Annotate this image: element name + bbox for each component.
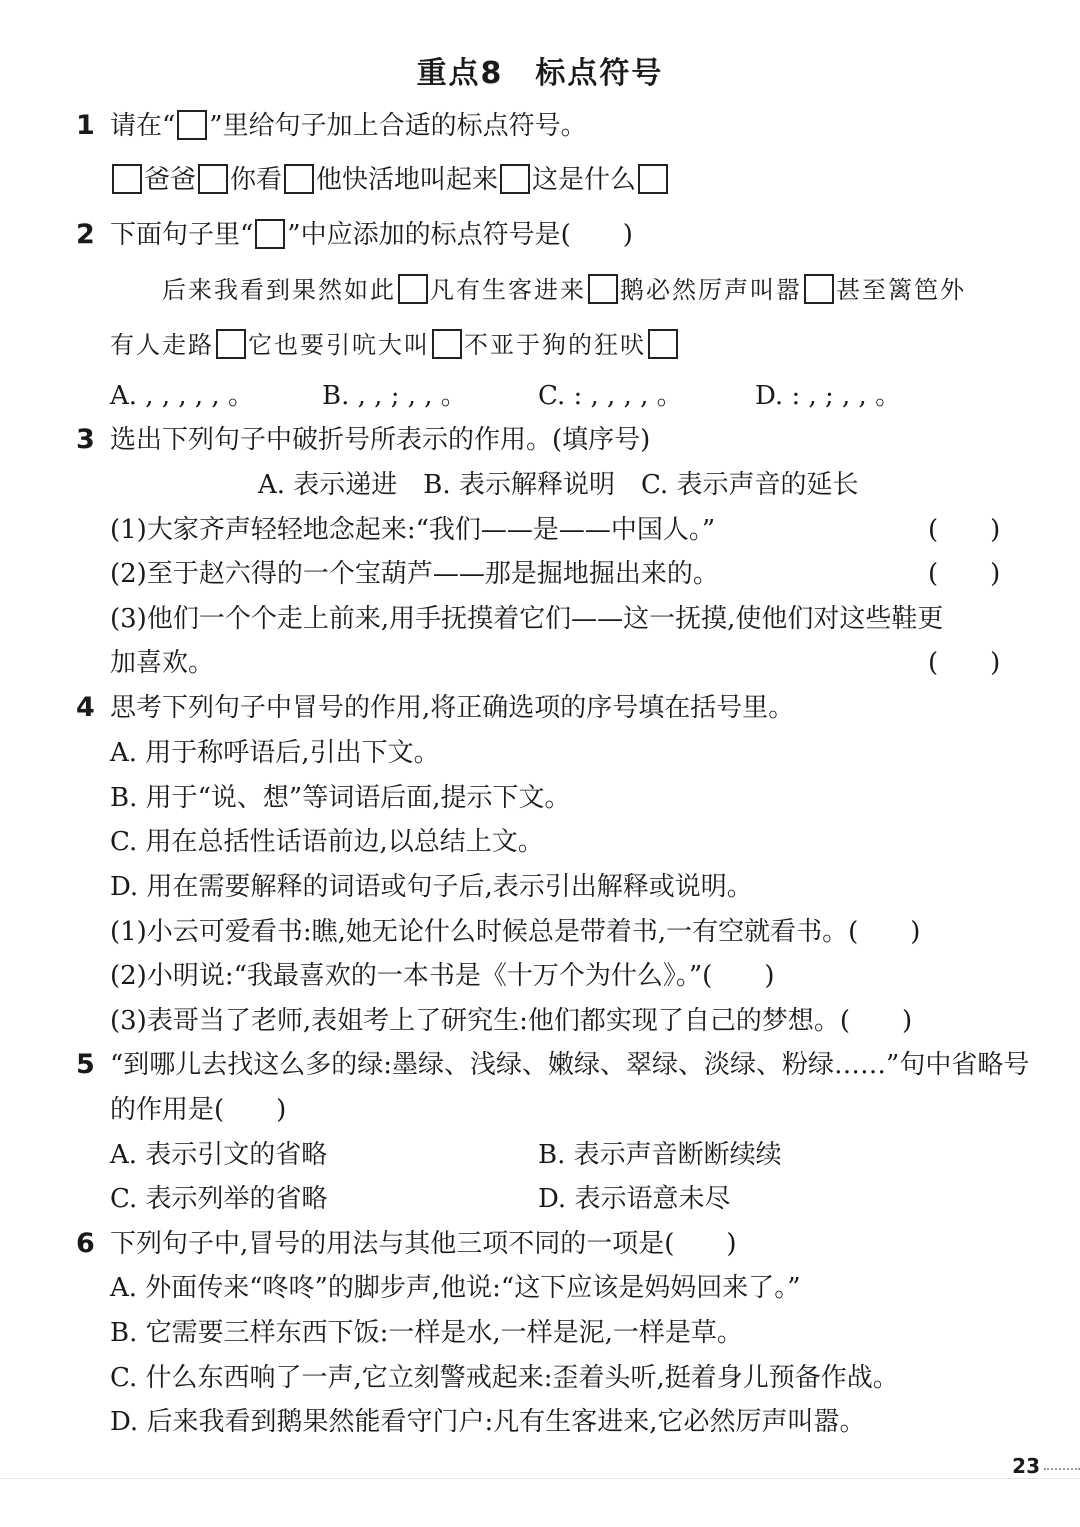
blank-box[interactable] [216,329,246,359]
option-d[interactable]: D. : , ; , , 。 [755,381,902,411]
option-c[interactable]: C. : , , , , 。 [538,381,683,411]
question-3-item-2: (2)至于赵六得的一个宝葫芦——那是掘地掘出来的。 [110,559,719,589]
q2-segment: 凡有生客进来 [430,276,586,304]
blank-box-sample [255,219,285,249]
q2-segment: 有人走路 [110,331,214,359]
answer-paren[interactable]: ( ) [928,648,1001,678]
question-5-number: 5 [76,1049,95,1080]
question-3-prompt: 选出下列句子中破折号所表示的作用。(填序号) [110,425,651,455]
question-4-item-3[interactable]: (3)表哥当了老师,表姐考上了研究生:他们都实现了自己的梦想。( ) [110,1006,913,1036]
option-d[interactable]: D. 表示语意未尽 [538,1184,731,1214]
question-1-number: 1 [76,110,95,141]
question-2-number: 2 [76,219,95,250]
question-4-choice-b: B. 用于“说、想”等词语后面,提示下文。 [110,783,571,813]
blank-box[interactable] [398,274,428,304]
question-2-passage-line-2 [110,323,680,367]
option-a[interactable]: A. 外面传来“咚咚”的脚步声,他说:“这下应该是妈妈回来了。” [110,1273,801,1303]
blank-box[interactable] [804,274,834,304]
blank-box[interactable] [432,329,462,359]
q1-segment: 爸爸 [144,165,197,195]
blank-box[interactable] [284,164,314,194]
q2-segment: 它也要引吭大叫 [248,331,430,359]
question-2-passage-line-1 [162,268,966,312]
question-4-item-1[interactable]: (1)小云可爱看书:瞧,她无论什么时候总是带着书,一有空就看书。( ) [110,917,921,947]
footer-divider [0,1478,1080,1479]
blank-box[interactable] [500,164,530,194]
q2-prompt-start: 下面句子里“ [110,220,254,250]
page-title: 重点8 标点符号 [416,56,664,91]
option-c[interactable]: C. 表示列举的省略 [110,1184,328,1214]
question-3-number: 3 [76,424,95,455]
q1-segment: 他快活地叫起来 [316,165,499,195]
q2-segment: 后来我看到果然如此 [162,276,396,304]
question-3-choices: A. 表示递进 B. 表示解释说明 C. 表示声音的延长 [258,470,859,500]
question-5-prompt-cont[interactable]: 的作用是( ) [110,1095,287,1125]
q2-prompt-end: ”中应添加的标点符号是( ) [287,220,633,250]
question-2-options [110,374,1010,418]
answer-paren[interactable]: ( ) [928,559,1001,589]
q2-segment: 鹅必然厉声叫嚣 [620,276,802,304]
page-number: 23 [1012,1454,1040,1478]
option-c[interactable]: C. 什么东西响了一声,它立刻警戒起来:歪着头听,挺着身儿预备作战。 [110,1363,899,1393]
option-b[interactable]: B. 表示声音断断续续 [538,1140,782,1170]
q1-prompt-end: ”里给句子加上合适的标点符号。 [209,111,587,141]
question-3-item-3: (3)他们一个个走上前来,用手抚摸着它们——这一抚摸,使他们对这些鞋更 [110,604,944,634]
question-4-choice-c: C. 用在总括性话语前边,以总结上文。 [110,827,544,857]
blank-box[interactable] [638,164,668,194]
blank-box[interactable] [648,329,678,359]
q2-segment: 不亚于狗的狂吠 [464,331,646,359]
option-a[interactable]: A. 表示引文的省略 [110,1140,328,1170]
question-4-choice-d: D. 用在需要解释的词语或句子后,表示引出解释或说明。 [110,872,753,902]
option-b[interactable]: B. , , ; , , 。 [322,381,467,411]
answer-paren[interactable]: ( ) [928,515,1001,545]
question-4-number: 4 [76,692,95,723]
question-2-prompt [110,213,633,257]
option-b[interactable]: B. 它需要三样东西下饭:一样是水,一样是泥,一样是草。 [110,1318,743,1348]
option-d[interactable]: D. 后来我看到鹅果然能看守门户:凡有生客进来,它必然厉声叫嚣。 [110,1407,866,1437]
q2-segment: 甚至篱笆外 [836,276,966,304]
question-4-item-2[interactable]: (2)小明说:“我最喜欢的一本书是《十万个为什么》。”( ) [110,961,775,991]
question-5-prompt: “到哪儿去找这么多的绿:墨绿、浅绿、嫩绿、翠绿、淡绿、粉绿……”句中省略号 [110,1050,1030,1080]
question-1-prompt [110,104,587,148]
question-4-choice-a: A. 用于称呼语后,引出下文。 [110,738,440,768]
question-6-prompt[interactable]: 下列句子中,冒号的用法与其他三项不同的一项是( ) [110,1229,737,1259]
blank-box[interactable] [198,164,228,194]
blank-box-sample [177,110,207,140]
question-4-prompt: 思考下列句子中冒号的作用,将正确选项的序号填在括号里。 [110,693,795,723]
q1-prompt-start: 请在“ [110,111,176,141]
page-number-rule [1044,1468,1080,1470]
blank-box[interactable] [112,164,142,194]
question-6-number: 6 [76,1228,95,1259]
blank-box[interactable] [588,274,618,304]
q1-segment: 这是什么 [532,165,637,195]
question-1-sentence [110,158,670,202]
question-3-item-3-cont: 加喜欢。 [110,648,215,678]
option-a[interactable]: A. , , , , , 。 [110,381,254,411]
q1-segment: 你看 [230,165,283,195]
q3-item-1-text: (1)大家齐声轻轻地念起来:“我们——是——中国人。” [110,515,716,545]
